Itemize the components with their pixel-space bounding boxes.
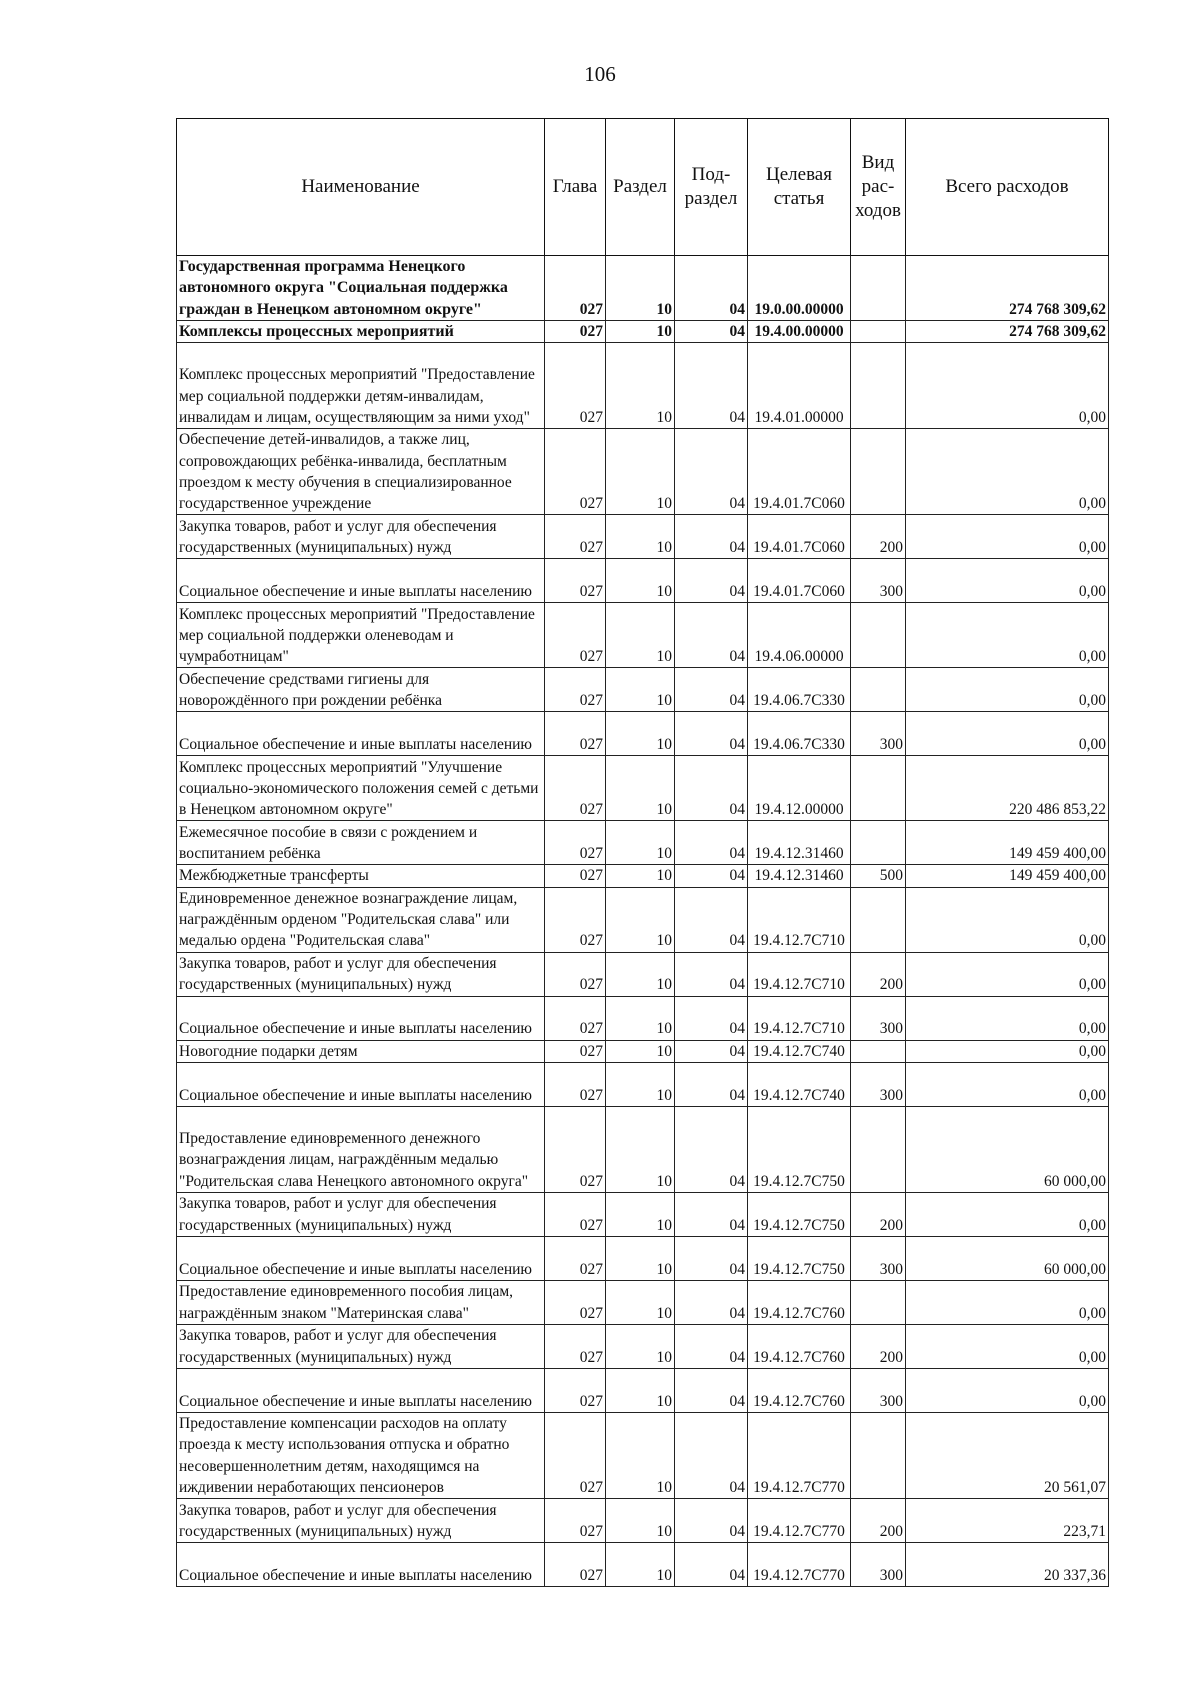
cell-chapter: 027 (545, 1063, 606, 1107)
cell-section: 10 (606, 996, 675, 1040)
cell-name: Комплекс процессных мероприятий "Предоставление мер социальной поддержки детям-инвалидам, инвалидам и лицам, осуществляющим за ними уход" (177, 343, 545, 429)
column-header-line: Вид (861, 152, 895, 173)
cell-target: 19.4.00.00000 (748, 321, 851, 343)
cell-total: 0,00 (906, 887, 1109, 952)
cell-total: 149 459 400,00 (906, 865, 1109, 887)
column-header-line: Целевая (766, 164, 832, 185)
cell-kind: 300 (851, 1237, 906, 1281)
cell-section: 10 (606, 515, 675, 559)
cell-name: Социальное обеспечение и иные выплаты населению (177, 1543, 545, 1587)
cell-target: 19.4.12.7С770 (748, 1543, 851, 1587)
cell-name: Единовременное денежное вознаграждение лицам, награждённым орденом "Родительская слава" или медалью ордена "Родительская слава" (177, 887, 545, 952)
table-row (177, 1499, 1109, 1543)
cell-kind: 200 (851, 1499, 906, 1543)
cell-chapter: 027 (545, 1325, 606, 1369)
cell-total: 0,00 (906, 515, 1109, 559)
cell-kind: 300 (851, 559, 906, 603)
cell-section: 10 (606, 321, 675, 343)
cell-kind: 300 (851, 712, 906, 756)
cell-chapter: 027 (545, 515, 606, 559)
cell-target: 19.4.12.7С750 (748, 1107, 851, 1193)
column-header-name: Наименование (177, 119, 545, 256)
cell-target: 19.4.06.7С330 (748, 668, 851, 712)
cell-name: Комплекс процессных мероприятий "Предоставление мер социальной поддержки оленеводам и чумработницам" (177, 603, 545, 668)
cell-kind (851, 756, 906, 821)
cell-target: 19.4.12.7С770 (748, 1413, 851, 1499)
cell-kind (851, 256, 906, 321)
cell-name: Новогодние подарки детям (177, 1040, 545, 1062)
cell-subsection: 04 (675, 1107, 748, 1193)
cell-total: 0,00 (906, 343, 1109, 429)
table-row (177, 756, 1109, 821)
cell-name: Комплексы процессных мероприятий (177, 321, 545, 343)
cell-section: 10 (606, 952, 675, 996)
column-header-target (748, 119, 851, 256)
cell-section: 10 (606, 1193, 675, 1237)
cell-chapter: 027 (545, 1040, 606, 1062)
cell-total: 220 486 853,22 (906, 756, 1109, 821)
cell-section: 10 (606, 429, 675, 515)
cell-subsection: 04 (675, 603, 748, 668)
cell-section: 10 (606, 865, 675, 887)
cell-kind (851, 668, 906, 712)
cell-subsection: 04 (675, 515, 748, 559)
cell-name: Государственная программа Ненецкого автономного округа "Социальная поддержка граждан в Ненецком автономном округе" (177, 256, 545, 321)
cell-subsection: 04 (675, 256, 748, 321)
cell-total: 0,00 (906, 1325, 1109, 1369)
column-header-kind (851, 119, 906, 256)
table-row (177, 712, 1109, 756)
table-row (177, 343, 1109, 429)
cell-name: Закупка товаров, работ и услуг для обеспечения государственных (муниципальных) нужд (177, 1325, 545, 1369)
cell-kind: 200 (851, 952, 906, 996)
cell-section: 10 (606, 756, 675, 821)
cell-kind (851, 887, 906, 952)
cell-chapter: 027 (545, 1499, 606, 1543)
table-row (177, 256, 1109, 321)
cell-target: 19.4.06.7С330 (748, 712, 851, 756)
cell-name: Социальное обеспечение и иные выплаты населению (177, 559, 545, 603)
table-row (177, 668, 1109, 712)
cell-kind: 300 (851, 996, 906, 1040)
cell-kind (851, 343, 906, 429)
cell-total: 0,00 (906, 1281, 1109, 1325)
cell-subsection: 04 (675, 1413, 748, 1499)
table-row (177, 1369, 1109, 1413)
cell-name: Закупка товаров, работ и услуг для обеспечения государственных (муниципальных) нужд (177, 1499, 545, 1543)
cell-subsection: 04 (675, 1040, 748, 1062)
cell-name: Социальное обеспечение и иные выплаты населению (177, 1063, 545, 1107)
cell-subsection: 04 (675, 668, 748, 712)
column-header-line: рас- (861, 176, 895, 197)
table-row (177, 1325, 1109, 1369)
table-row (177, 559, 1109, 603)
cell-target: 19.4.12.7С710 (748, 887, 851, 952)
cell-kind: 200 (851, 515, 906, 559)
cell-chapter: 027 (545, 343, 606, 429)
cell-kind: 300 (851, 1369, 906, 1413)
cell-chapter: 027 (545, 429, 606, 515)
cell-section: 10 (606, 343, 675, 429)
cell-subsection: 04 (675, 1063, 748, 1107)
cell-chapter: 027 (545, 996, 606, 1040)
cell-chapter: 027 (545, 1543, 606, 1587)
cell-target: 19.4.12.7С750 (748, 1193, 851, 1237)
table-row (177, 515, 1109, 559)
cell-subsection: 04 (675, 1237, 748, 1281)
cell-chapter: 027 (545, 1369, 606, 1413)
cell-kind: 300 (851, 1063, 906, 1107)
cell-name: Социальное обеспечение и иные выплаты населению (177, 1369, 545, 1413)
cell-kind (851, 429, 906, 515)
cell-section: 10 (606, 559, 675, 603)
cell-chapter: 027 (545, 756, 606, 821)
budget-table (176, 118, 1109, 1587)
cell-total: 0,00 (906, 1040, 1109, 1062)
cell-total: 60 000,00 (906, 1237, 1109, 1281)
cell-kind (851, 1413, 906, 1499)
cell-target: 19.4.01.7С060 (748, 515, 851, 559)
cell-section: 10 (606, 1107, 675, 1193)
cell-section: 10 (606, 1369, 675, 1413)
cell-subsection: 04 (675, 821, 748, 865)
cell-chapter: 027 (545, 1237, 606, 1281)
cell-section: 10 (606, 1281, 675, 1325)
cell-subsection: 04 (675, 712, 748, 756)
cell-target: 19.4.12.7С750 (748, 1237, 851, 1281)
page-number: 106 (584, 62, 616, 86)
cell-total: 274 768 309,62 (906, 256, 1109, 321)
column-header-chapter: Глава (545, 119, 606, 256)
cell-kind (851, 1107, 906, 1193)
table-row (177, 1193, 1109, 1237)
cell-section: 10 (606, 603, 675, 668)
cell-subsection: 04 (675, 1193, 748, 1237)
column-header-line: Под- (691, 164, 731, 185)
cell-section: 10 (606, 1543, 675, 1587)
column-header-subsection (675, 119, 748, 256)
cell-target: 19.4.12.7С770 (748, 1499, 851, 1543)
column-header-line: ходов (855, 200, 901, 221)
table-row (177, 1107, 1109, 1193)
cell-target: 19.4.12.7С760 (748, 1325, 851, 1369)
cell-total: 0,00 (906, 603, 1109, 668)
cell-kind (851, 1281, 906, 1325)
cell-chapter: 027 (545, 952, 606, 996)
cell-target: 19.4.12.7С760 (748, 1369, 851, 1413)
cell-chapter: 027 (545, 321, 606, 343)
cell-name: Обеспечение детей-инвалидов, а также лиц, сопровождающих ребёнка-инвалида, бесплатным проездом к месту обучения в специализированное государственное учреждение (177, 429, 545, 515)
cell-target: 19.4.12.31460 (748, 821, 851, 865)
cell-kind: 500 (851, 865, 906, 887)
cell-total: 0,00 (906, 1063, 1109, 1107)
cell-target: 19.4.12.00000 (748, 756, 851, 821)
cell-total: 223,71 (906, 1499, 1109, 1543)
cell-subsection: 04 (675, 996, 748, 1040)
cell-chapter: 027 (545, 1107, 606, 1193)
table-row (177, 887, 1109, 952)
cell-chapter: 027 (545, 559, 606, 603)
cell-chapter: 027 (545, 668, 606, 712)
table-row (177, 1543, 1109, 1587)
cell-section: 10 (606, 1325, 675, 1369)
cell-target: 19.4.12.7С710 (748, 952, 851, 996)
cell-subsection: 04 (675, 1369, 748, 1413)
cell-section: 10 (606, 1413, 675, 1499)
cell-total: 0,00 (906, 559, 1109, 603)
cell-subsection: 04 (675, 321, 748, 343)
table-row (177, 1040, 1109, 1062)
cell-target: 19.4.06.00000 (748, 603, 851, 668)
cell-name: Предоставление единовременного пособия лицам, награждённым знаком "Материнская слава" (177, 1281, 545, 1325)
cell-subsection: 04 (675, 756, 748, 821)
cell-total: 20 561,07 (906, 1413, 1109, 1499)
cell-total: 0,00 (906, 668, 1109, 712)
cell-kind: 200 (851, 1193, 906, 1237)
cell-name: Обеспечение средствами гигиены для новорождённого при рождении ребёнка (177, 668, 545, 712)
cell-subsection: 04 (675, 1499, 748, 1543)
cell-kind (851, 1040, 906, 1062)
cell-chapter: 027 (545, 1193, 606, 1237)
cell-subsection: 04 (675, 429, 748, 515)
cell-chapter: 027 (545, 887, 606, 952)
cell-chapter: 027 (545, 603, 606, 668)
cell-kind: 200 (851, 1325, 906, 1369)
table-row (177, 996, 1109, 1040)
cell-kind (851, 821, 906, 865)
cell-total: 20 337,36 (906, 1543, 1109, 1587)
cell-section: 10 (606, 712, 675, 756)
cell-target: 19.0.00.00000 (748, 256, 851, 321)
cell-section: 10 (606, 1063, 675, 1107)
cell-total: 60 000,00 (906, 1107, 1109, 1193)
cell-chapter: 027 (545, 1413, 606, 1499)
cell-name: Закупка товаров, работ и услуг для обеспечения государственных (муниципальных) нужд (177, 952, 545, 996)
cell-total: 149 459 400,00 (906, 821, 1109, 865)
cell-name: Социальное обеспечение и иные выплаты населению (177, 996, 545, 1040)
cell-section: 10 (606, 1499, 675, 1543)
cell-name: Межбюджетные трансферты (177, 865, 545, 887)
cell-section: 10 (606, 821, 675, 865)
cell-kind: 300 (851, 1543, 906, 1587)
cell-name: Ежемесячное пособие в связи с рождением и воспитанием ребёнка (177, 821, 545, 865)
column-header-line: раздел (684, 188, 738, 209)
cell-total: 0,00 (906, 1193, 1109, 1237)
cell-total: 0,00 (906, 1369, 1109, 1413)
table-row (177, 1237, 1109, 1281)
cell-kind (851, 321, 906, 343)
cell-subsection: 04 (675, 343, 748, 429)
cell-section: 10 (606, 256, 675, 321)
cell-name: Социальное обеспечение и иные выплаты населению (177, 1237, 545, 1281)
table-header-row (177, 119, 1109, 256)
cell-subsection: 04 (675, 559, 748, 603)
table-row (177, 1413, 1109, 1499)
table-row (177, 321, 1109, 343)
cell-subsection: 04 (675, 1543, 748, 1587)
column-header-line: статья (773, 188, 825, 209)
cell-total: 0,00 (906, 996, 1109, 1040)
cell-kind (851, 603, 906, 668)
cell-section: 10 (606, 1040, 675, 1062)
cell-chapter: 027 (545, 256, 606, 321)
cell-chapter: 027 (545, 821, 606, 865)
cell-section: 10 (606, 668, 675, 712)
table-row (177, 821, 1109, 865)
cell-chapter: 027 (545, 865, 606, 887)
cell-section: 10 (606, 887, 675, 952)
cell-subsection: 04 (675, 952, 748, 996)
cell-target: 19.4.01.00000 (748, 343, 851, 429)
cell-name: Закупка товаров, работ и услуг для обеспечения государственных (муниципальных) нужд (177, 1193, 545, 1237)
cell-target: 19.4.12.7С740 (748, 1063, 851, 1107)
cell-section: 10 (606, 1237, 675, 1281)
cell-target: 19.4.01.7С060 (748, 559, 851, 603)
table-row (177, 952, 1109, 996)
cell-name: Социальное обеспечение и иные выплаты населению (177, 712, 545, 756)
table-row (177, 429, 1109, 515)
table-row (177, 1063, 1109, 1107)
cell-total: 0,00 (906, 952, 1109, 996)
cell-target: 19.4.12.7С760 (748, 1281, 851, 1325)
table-body (177, 256, 1109, 1587)
cell-subsection: 04 (675, 1325, 748, 1369)
cell-chapter: 027 (545, 1281, 606, 1325)
column-header-section: Раздел (606, 119, 675, 256)
table-row (177, 865, 1109, 887)
cell-target: 19.4.12.7С710 (748, 996, 851, 1040)
table-row (177, 603, 1109, 668)
cell-subsection: 04 (675, 1281, 748, 1325)
cell-total: 0,00 (906, 712, 1109, 756)
cell-total: 274 768 309,62 (906, 321, 1109, 343)
column-header-total: Всего расходов (906, 119, 1109, 256)
cell-name: Предоставление компенсации расходов на оплату проезда к месту использования отпуска и обратно несовершеннолетним детям, находящимся на иждивении неработающих пенсионеров (177, 1413, 545, 1499)
cell-chapter: 027 (545, 712, 606, 756)
cell-subsection: 04 (675, 887, 748, 952)
cell-name: Закупка товаров, работ и услуг для обеспечения государственных (муниципальных) нужд (177, 515, 545, 559)
cell-name: Комплекс процессных мероприятий "Улучшение социально-экономического положения семей с детьми в Ненецком автономном округе" (177, 756, 545, 821)
cell-target: 19.4.12.31460 (748, 865, 851, 887)
cell-target: 19.4.12.7С740 (748, 1040, 851, 1062)
cell-total: 0,00 (906, 429, 1109, 515)
cell-name: Предоставление единовременного денежного вознаграждения лицам, награждённым медалью "Родительская слава Ненецкого автономного округа" (177, 1107, 545, 1193)
cell-target: 19.4.01.7С060 (748, 429, 851, 515)
table-row (177, 1281, 1109, 1325)
cell-subsection: 04 (675, 865, 748, 887)
